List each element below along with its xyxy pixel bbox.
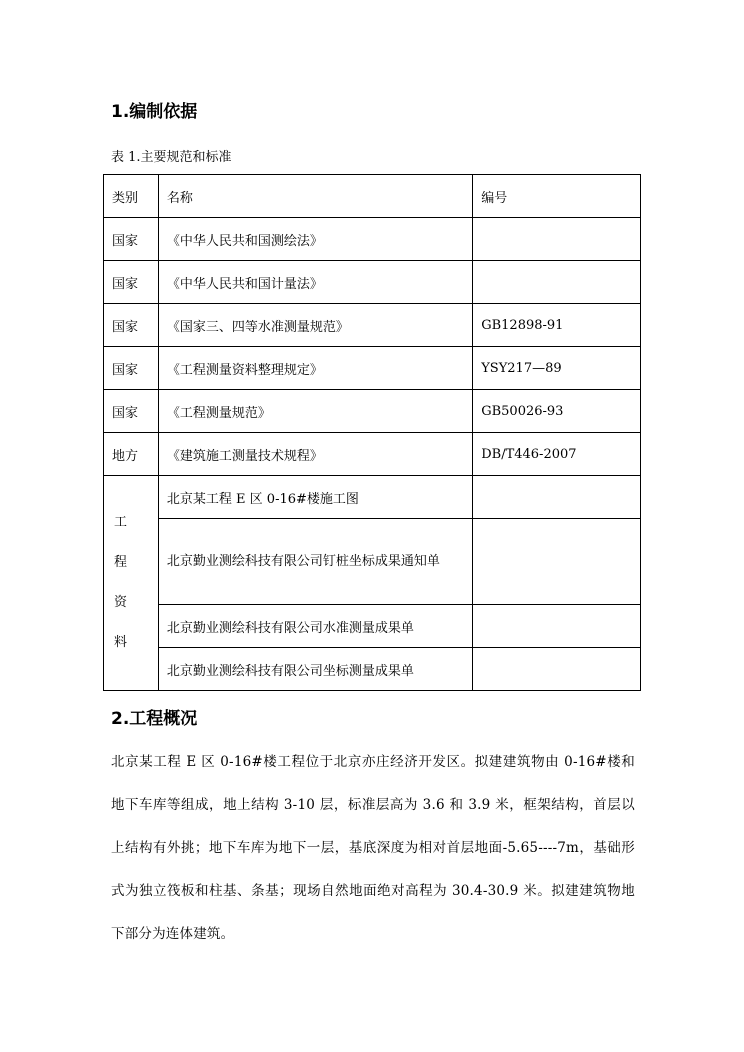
group-label-char: 料 [114, 635, 128, 650]
cell-name: 《国家三、四等水准测量规范》 [158, 304, 472, 347]
cell-category: 国家 [104, 347, 159, 390]
cell-number: GB50026-93 [473, 390, 641, 433]
cell-number: YSY217—89 [473, 347, 641, 390]
table-row [104, 304, 641, 347]
table-row [104, 261, 641, 304]
cell-name: 北京勤业测绘科技有限公司钉桩坐标成果通知单 [158, 519, 472, 605]
group-label-char: 工 [114, 515, 128, 530]
cell-category: 地方 [104, 433, 159, 476]
group-label-char: 资 [114, 595, 128, 610]
cell-name: 北京某工程 E 区 0-16#楼施工图 [158, 476, 472, 519]
group-label-char: 程 [114, 555, 128, 570]
header-number: 编号 [473, 175, 641, 218]
cell-name: 北京勤业测绘科技有限公司坐标测量成果单 [158, 648, 472, 691]
table-row [104, 476, 641, 519]
cell-category: 国家 [104, 390, 159, 433]
table-caption: 表 1.主要规范和标准 [111, 150, 232, 165]
cell-number [473, 218, 641, 261]
section-heading-overview: 2.工程概况 [111, 709, 198, 729]
standards-table [103, 174, 641, 691]
cell-number [473, 605, 641, 648]
table-row [104, 390, 641, 433]
table-row [104, 519, 641, 605]
cell-number [473, 648, 641, 691]
table-row [104, 605, 641, 648]
cell-name: 《工程测量资料整理规定》 [158, 347, 472, 390]
cell-number: GB12898-91 [473, 304, 641, 347]
table-header-row [104, 175, 641, 218]
group-label-engineering-materials [104, 476, 159, 691]
cell-name: 《中华人民共和国计量法》 [158, 261, 472, 304]
cell-number: DB/T446-2007 [473, 433, 641, 476]
cell-category: 国家 [104, 304, 159, 347]
table-row [104, 648, 641, 691]
cell-name: 《中华人民共和国测绘法》 [158, 218, 472, 261]
cell-number [473, 519, 641, 605]
cell-name: 《工程测量规范》 [158, 390, 472, 433]
table-row [104, 433, 641, 476]
table-row [104, 347, 641, 390]
header-name: 名称 [158, 175, 472, 218]
table-row [104, 218, 641, 261]
cell-category: 国家 [104, 218, 159, 261]
section-heading-basis: 1.编制依据 [111, 102, 198, 122]
cell-number [473, 261, 641, 304]
cell-category: 国家 [104, 261, 159, 304]
cell-number [473, 476, 641, 519]
cell-name: 北京勤业测绘科技有限公司水准测量成果单 [158, 605, 472, 648]
header-category: 类别 [104, 175, 159, 218]
cell-name: 《建筑施工测量技术规程》 [158, 433, 472, 476]
overview-paragraph: 北京某工程 E 区 0-16#楼工程位于北京亦庄经济开发区。拟建建筑物由 0-16#楼和地下车库等组成，地上结构 3-10 层，标准层高为 3.6 和 3.9 米，框架结构，首层以上结构有外挑；地下车库为地下一层，基底深度为相对首层地面-5.65----7m，基础形式为独立筏板和柱基、条基；现场自然地面绝对高程为 30.4-30.9 米。拟建建筑物地下部分为连体建筑。 [111, 754, 635, 942]
